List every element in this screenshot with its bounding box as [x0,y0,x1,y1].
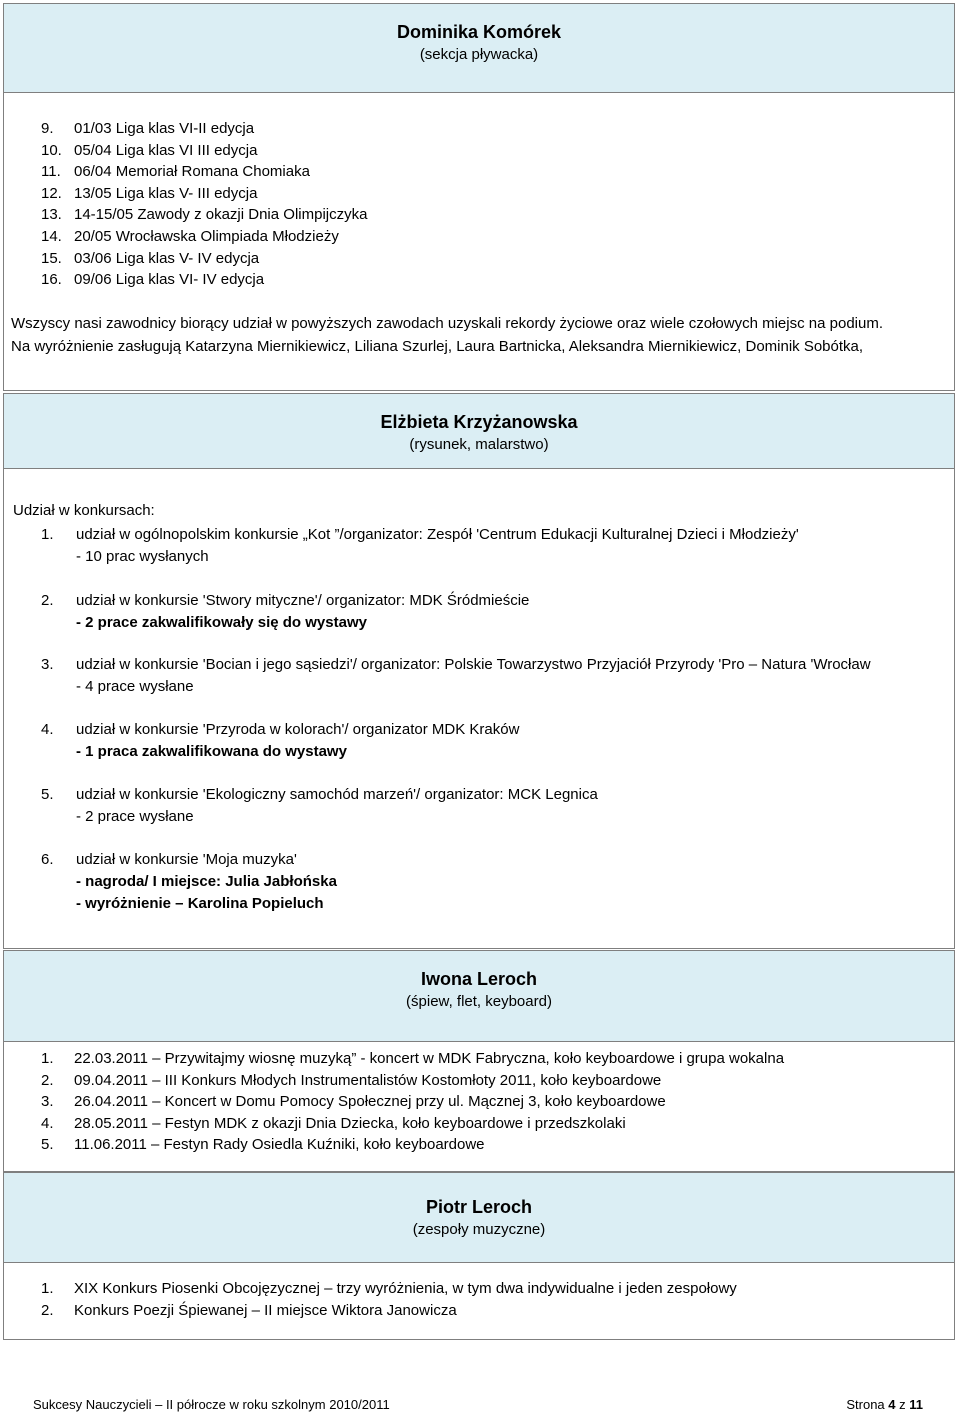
item-text: 26.04.2011 – Koncert w Domu Pomocy Społecznej przy ul. Mącznej 3, koło keyboardowe [74,1093,666,1111]
item-number: 12. [41,184,62,202]
contest-intro: Udział w konkursach: [13,502,155,519]
contest-number: 4. [41,721,54,738]
section-header [4,951,954,1042]
teacher-name: Iwona Leroch [420,969,537,989]
item-text: 13/05 Liga klas V- III edycja [74,184,258,202]
teacher-subject: (zespoły muzyczne) [412,1221,546,1238]
teacher-subject: (rysunek, malarstwo) [409,436,549,453]
item-number: 15. [41,249,62,267]
contest-text: udział w konkursie 'Bocian i jego sąsiedzi'/ organizator: Polskie Towarzystwo Przyjaciół Przyrody 'Pro – Natura 'Wrocław [76,656,871,673]
contest-text: udział w konkursie 'Ekologiczny samochód marzeń'/ organizator: MCK Legnica [76,786,598,803]
contest-result: - 2 prace zakwalifikowały się do wystawy [76,614,367,631]
contest-text: udział w konkursie 'Stwory mityczne'/ organizator: MDK Śródmieście [76,592,530,609]
contest-number: 2. [41,592,54,609]
item-number: 2. [41,1071,54,1089]
item-number: 14. [41,227,62,245]
item-number: 5. [41,1136,54,1154]
section-header [4,4,954,93]
contest-number: 3. [41,656,54,673]
teacher-name: Dominika Komórek [396,22,562,42]
item-text: 09.04.2011 – III Konkurs Młodych Instrumentalistów Kostomłoty 2011, koło keyboardowe [74,1071,662,1089]
section-header [4,394,954,469]
item-text: 14-15/05 Zawody z okazji Dnia Olimpijczyka [74,206,368,224]
item-number: 11. [41,163,61,181]
page-number: Strona 4 z 11 [846,1397,923,1412]
contest-text: udział w konkursie 'Moja muzyka' [76,851,297,868]
section-header [4,1173,954,1263]
contest-text: udział w ogólnopolskim konkursie „Kot ”/organizator: Zespół 'Centrum Edukacji Kulturalnej Dzieci i Młodzieży' [76,526,799,543]
teacher-subject: (śpiew, flet, keyboard) [406,993,552,1010]
contest-result: - 1 praca zakwalifikowana do wystawy [76,743,347,760]
contest-text: udział w konkursie 'Przyroda w kolorach'/ organizator MDK Kraków [76,721,520,738]
teacher-subject: (sekcja pływacka) [419,46,539,63]
summary-paragraph: Na wyróżnienie zasługują Katarzyna Miernikiewicz, Liliana Szurlej, Laura Bartnicka, Aleksandra Miernikiewicz, Dominik Sobótka, [11,338,864,355]
contest-result: - 2 prace wysłane [76,808,194,825]
contest-number: 5. [41,786,54,803]
item-number: 4. [41,1114,54,1132]
item-number: 1. [41,1280,54,1297]
contest-result: - nagroda/ I miejsce: Julia Jabłońska [76,873,337,890]
item-text: 11.06.2011 – Festyn Rady Osiedla Kuźniki, koło keyboardowe [74,1136,485,1154]
item-text: 20/05 Wrocławska Olimpiada Młodzieży [74,227,339,245]
summary-paragraph: Wszyscy nasi zawodnicy biorący udział w powyższych zawodach uzyskali rekordy życiowe oraz wiele czołowych miejsc na podium. [11,315,883,332]
item-number: 2. [41,1301,54,1319]
item-text: XIX Konkurs Piosenki Obcojęzycznej – trzy wyróżnienia, w tym dwa indywidualne i jeden zespołowy [74,1280,737,1297]
item-text: 28.05.2011 – Festyn MDK z okazji Dnia Dziecka, koło keyboardowe i przedszkolaki [74,1114,626,1132]
item-number: 10. [41,141,62,159]
contest-number: 1. [41,526,54,543]
item-text: Konkurs Poezji Śpiewanej – II miejsce Wiktora Janowicza [74,1301,457,1319]
contest-result: - 4 prace wysłane [76,678,194,695]
footer-title: Sukcesy Nauczycieli – II półrocze w roku szkolnym 2010/2011 [33,1397,390,1412]
item-text: 06/04 Memoriał Romana Chomiaka [74,163,310,181]
item-number: 3. [41,1093,54,1111]
item-text: 09/06 Liga klas VI- IV edycja [74,271,265,289]
contest-number: 6. [41,851,54,868]
item-number: 16. [41,271,62,289]
teacher-name: Piotr Leroch [425,1197,532,1217]
item-text: 01/03 Liga klas VI-II edycja [74,120,255,137]
contest-result: - 10 prac wysłanych [76,548,209,565]
item-text: 03/06 Liga klas V- IV edycja [74,249,260,267]
contest-result: - wyróżnienie – Karolina Popieluch [76,895,324,912]
item-number: 13. [41,206,62,224]
item-text: 05/04 Liga klas VI III edycja [74,141,258,159]
item-number: 9. [41,120,54,137]
teacher-name: Elżbieta Krzyżanowska [380,412,578,432]
item-number: 1. [41,1050,54,1067]
item-text: 22.03.2011 – Przywitajmy wiosnę muzyką” - koncert w MDK Fabryczna, koło keyboardowe i grupa wokalna [74,1050,785,1067]
